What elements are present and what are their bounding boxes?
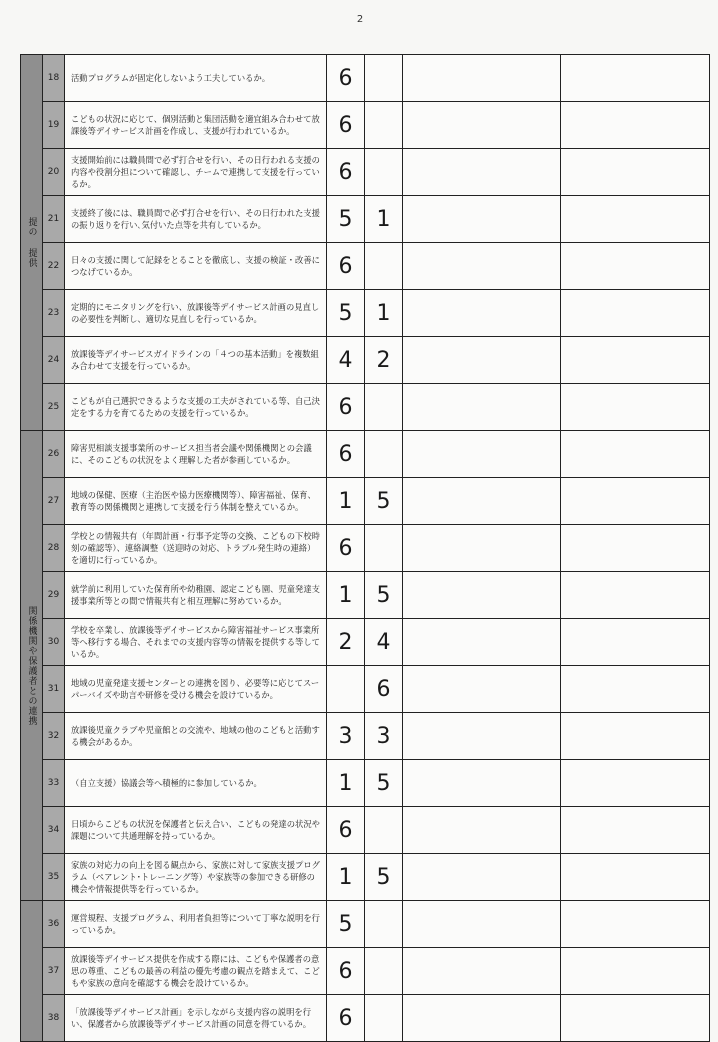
count-yes: 6 xyxy=(327,995,365,1042)
item-text: 地域の児童発達支援センターとの連携を図り、必要等に応じてスーパーバイズや助言や研修を受ける機会を設けているか。 xyxy=(65,666,327,713)
notes-cell xyxy=(403,525,561,572)
notes-cell xyxy=(403,196,561,243)
notes-cell xyxy=(403,948,561,995)
item-number: 21 xyxy=(43,196,65,243)
count-partial: 5 xyxy=(365,760,403,807)
section-label-support: 提の 提供 xyxy=(21,55,43,431)
table-row xyxy=(21,807,710,854)
count-partial: 5 xyxy=(365,478,403,525)
count-yes: 5 xyxy=(327,290,365,337)
evaluation-table xyxy=(20,54,710,1042)
notes-cell xyxy=(403,102,561,149)
count-partial: 5 xyxy=(365,572,403,619)
count-partial xyxy=(365,525,403,572)
item-text: 支援開始前には職員間で必ず打合せを行い、その日行われる支援の内容や役割分担について確認し、チームで連携して支援を行っているか。 xyxy=(65,149,327,196)
count-yes: 6 xyxy=(327,55,365,102)
item-number: 18 xyxy=(43,55,65,102)
table-row xyxy=(21,760,710,807)
improvement-cell xyxy=(561,384,710,431)
notes-cell xyxy=(403,901,561,948)
item-text: 地域の保健、医療（主治医や協力医療機関等）、障害福祉、保育、教育等の関係機関と連携して支援を行う体制を整えているか。 xyxy=(65,478,327,525)
count-yes: 1 xyxy=(327,760,365,807)
count-yes: 6 xyxy=(327,243,365,290)
improvement-cell xyxy=(561,525,710,572)
section-label-blank xyxy=(21,901,43,1042)
improvement-cell xyxy=(561,243,710,290)
item-number: 36 xyxy=(43,901,65,948)
table-row xyxy=(21,384,710,431)
improvement-cell xyxy=(561,713,710,760)
count-yes: 3 xyxy=(327,713,365,760)
count-partial xyxy=(365,807,403,854)
count-yes: 6 xyxy=(327,149,365,196)
table-row xyxy=(21,995,710,1042)
item-number: 32 xyxy=(43,713,65,760)
notes-cell xyxy=(403,478,561,525)
improvement-cell xyxy=(561,55,710,102)
improvement-cell xyxy=(561,290,710,337)
item-number: 19 xyxy=(43,102,65,149)
count-yes: 1 xyxy=(327,478,365,525)
evaluation-table-wrapper xyxy=(20,54,709,1031)
count-yes: 5 xyxy=(327,901,365,948)
item-text: こどもの状況に応じて、個別活動と集団活動を適宜組み合わせて放課後等デイサービス計画を作成し、支援が行われているか。 xyxy=(65,102,327,149)
count-yes: 6 xyxy=(327,807,365,854)
item-number: 34 xyxy=(43,807,65,854)
improvement-cell xyxy=(561,901,710,948)
table-row xyxy=(21,478,710,525)
count-partial: 1 xyxy=(365,290,403,337)
table-row xyxy=(21,854,710,901)
notes-cell xyxy=(403,431,561,478)
item-text: 活動プログラムが固定化しないよう工夫しているか。 xyxy=(65,55,327,102)
table-row xyxy=(21,337,710,384)
table-row xyxy=(21,102,710,149)
improvement-cell xyxy=(561,854,710,901)
notes-cell xyxy=(403,854,561,901)
item-text: 学校との情報共有（年間計画・行事予定等の交換、こどもの下校時刻の確認等）、連絡調整（送迎時の対応、トラブル発生時の連絡）を適切に行っているか。 xyxy=(65,525,327,572)
improvement-cell xyxy=(561,337,710,384)
count-partial: 3 xyxy=(365,713,403,760)
item-number: 31 xyxy=(43,666,65,713)
item-text: 障害児相談支援事業所のサービス担当者会議や関係機関との会議に、そのこどもの状況をよく理解した者が参画しているか。 xyxy=(65,431,327,478)
item-text: 学校を卒業し、放課後等デイサービスから障害福祉サービス事業所等へ移行する場合、それまでの支援内容等の情報を提供する等しているか。 xyxy=(65,619,327,666)
count-partial xyxy=(365,431,403,478)
item-number: 23 xyxy=(43,290,65,337)
notes-cell xyxy=(403,55,561,102)
improvement-cell xyxy=(561,760,710,807)
notes-cell xyxy=(403,713,561,760)
item-number: 35 xyxy=(43,854,65,901)
table-row xyxy=(21,666,710,713)
section-label-cooperation: 関係機関や保護者との連携 xyxy=(21,431,43,901)
item-number: 26 xyxy=(43,431,65,478)
table-row xyxy=(21,243,710,290)
improvement-cell xyxy=(561,995,710,1042)
notes-cell xyxy=(403,243,561,290)
notes-cell xyxy=(403,384,561,431)
item-number: 30 xyxy=(43,619,65,666)
count-partial: 6 xyxy=(365,666,403,713)
item-text: 放課後児童クラブや児童館との交流や、地域の他のこどもと活動する機会があるか。 xyxy=(65,713,327,760)
item-number: 37 xyxy=(43,948,65,995)
item-number: 24 xyxy=(43,337,65,384)
notes-cell xyxy=(403,666,561,713)
improvement-cell xyxy=(561,807,710,854)
count-partial xyxy=(365,384,403,431)
table-row xyxy=(21,525,710,572)
improvement-cell xyxy=(561,102,710,149)
improvement-cell xyxy=(561,431,710,478)
table-row xyxy=(21,901,710,948)
table-row xyxy=(21,290,710,337)
count-partial: 4 xyxy=(365,619,403,666)
notes-cell xyxy=(403,760,561,807)
count-yes: 2 xyxy=(327,619,365,666)
item-text: 定期的にモニタリングを行い、放課後等デイサービス計画の見直しの必要性を判断し、適切な見直しを行っているか。 xyxy=(65,290,327,337)
count-yes: 1 xyxy=(327,572,365,619)
item-text: 日々の支援に関して記録をとることを徹底し、支援の検証・改善につなげているか。 xyxy=(65,243,327,290)
item-text: 就学前に利用していた保育所や幼稚園、認定こども園、児童発達支援事業所等との間で情報共有と相互理解に努めているか。 xyxy=(65,572,327,619)
count-partial xyxy=(365,55,403,102)
notes-cell xyxy=(403,290,561,337)
improvement-cell xyxy=(561,619,710,666)
table-body xyxy=(21,55,710,1042)
table-row xyxy=(21,55,710,102)
improvement-cell xyxy=(561,572,710,619)
count-partial xyxy=(365,243,403,290)
notes-cell xyxy=(403,807,561,854)
count-yes: 6 xyxy=(327,525,365,572)
item-text: こどもが自己選択できるような支援の工夫がされている等、自己決定をする力を育てるための支援を行っているか。 xyxy=(65,384,327,431)
count-yes: 6 xyxy=(327,948,365,995)
count-partial xyxy=(365,149,403,196)
item-number: 27 xyxy=(43,478,65,525)
count-yes: 5 xyxy=(327,196,365,243)
count-partial xyxy=(365,995,403,1042)
item-text: 「放課後等デイサービス計画」を示しながら支援内容の説明を行い、保護者から放課後等デイサービス計画の同意を得ているか。 xyxy=(65,995,327,1042)
notes-cell xyxy=(403,337,561,384)
table-row xyxy=(21,196,710,243)
table-row xyxy=(21,572,710,619)
item-text: 家族の対応力の向上を図る観点から、家族に対して家族支援プログラム（ペアレント･トレーニング等）や家族等の参加できる研修の機会や情報提供等を行っているか。 xyxy=(65,854,327,901)
item-number: 22 xyxy=(43,243,65,290)
table-row xyxy=(21,713,710,760)
notes-cell xyxy=(403,995,561,1042)
item-text: 支援終了後には、職員間で必ず打合せを行い、その日行われた支援の振り返りを行い､気付いた点等を共有しているか。 xyxy=(65,196,327,243)
notes-cell xyxy=(403,619,561,666)
improvement-cell xyxy=(561,948,710,995)
item-number: 25 xyxy=(43,384,65,431)
count-yes xyxy=(327,666,365,713)
count-partial: 1 xyxy=(365,196,403,243)
count-partial xyxy=(365,948,403,995)
count-yes: 6 xyxy=(327,102,365,149)
item-number: 38 xyxy=(43,995,65,1042)
item-text: 日頃からこどもの状況を保護者と伝え合い、こどもの発達の状況や課題について共通理解を持っているか。 xyxy=(65,807,327,854)
item-number: 33 xyxy=(43,760,65,807)
notes-cell xyxy=(403,149,561,196)
improvement-cell xyxy=(561,478,710,525)
item-text: 運営規程、支援プログラム、利用者負担等について丁寧な説明を行っているか。 xyxy=(65,901,327,948)
item-number: 20 xyxy=(43,149,65,196)
count-partial: 2 xyxy=(365,337,403,384)
page-number: 2 xyxy=(356,14,364,25)
table-row xyxy=(21,149,710,196)
count-yes: 6 xyxy=(327,384,365,431)
count-yes: 1 xyxy=(327,854,365,901)
count-partial xyxy=(365,901,403,948)
count-partial: 5 xyxy=(365,854,403,901)
table-row xyxy=(21,619,710,666)
item-text: 放課後等デイサービスガイドラインの「４つの基本活動」を複数組み合わせて支援を行っているか。 xyxy=(65,337,327,384)
count-yes: 6 xyxy=(327,431,365,478)
item-number: 29 xyxy=(43,572,65,619)
improvement-cell xyxy=(561,666,710,713)
count-yes: 4 xyxy=(327,337,365,384)
table-row xyxy=(21,431,710,478)
table-row xyxy=(21,948,710,995)
improvement-cell xyxy=(561,149,710,196)
item-text: （自立支援）協議会等へ積極的に参加しているか。 xyxy=(65,760,327,807)
item-text: 放課後等デイサービス提供を作成する際には、こどもや保護者の意思の尊重、こどもの最善の利益の優先考慮の観点を踏まえて、こどもや家族の意向を確認する機会を設けているか。 xyxy=(65,948,327,995)
count-partial xyxy=(365,102,403,149)
item-number: 28 xyxy=(43,525,65,572)
improvement-cell xyxy=(561,196,710,243)
notes-cell xyxy=(403,572,561,619)
